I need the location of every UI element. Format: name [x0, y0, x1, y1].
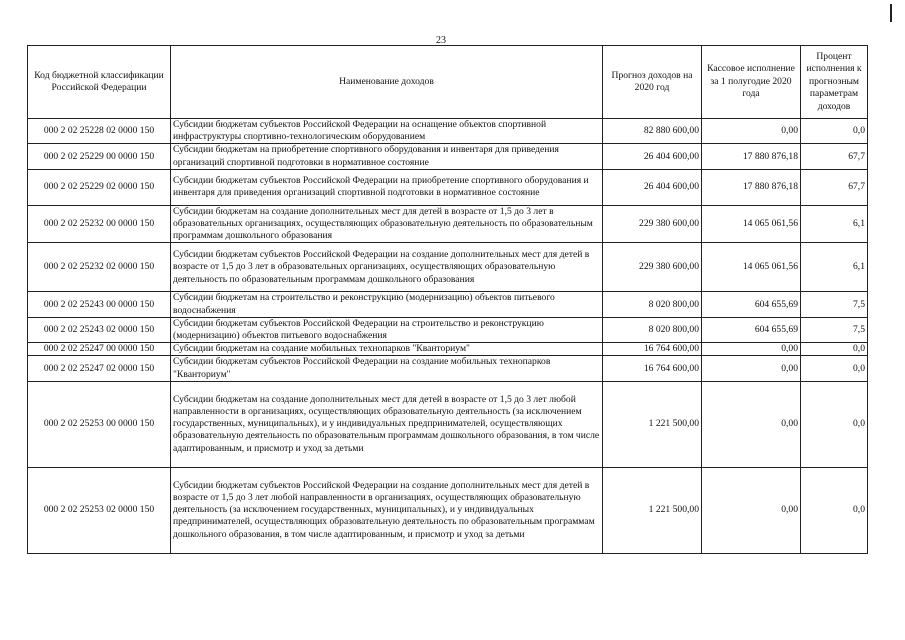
table-row	[28, 144, 868, 169]
header-execution: Кассовое исполнение за 1 полугодие 2020 года	[702, 46, 801, 119]
table-row	[28, 243, 868, 292]
row-name: Субсидии бюджетам субъектов Российской Федерации на создание дополнительных мест для детей в возрасте от 1,5 до 3 лет в образовательных организациях, осуществляющих образовательную деятельность по образовательным программам дошкольного образования	[171, 243, 603, 292]
table-header-row	[28, 46, 868, 119]
table-row	[28, 317, 868, 342]
table-row	[28, 205, 868, 243]
row-percent: 6,1	[801, 205, 868, 243]
row-forecast: 26 404 600,00	[603, 144, 702, 169]
header-code: Код бюджетной классификации Российской Федерации	[28, 46, 171, 119]
row-percent: 67,7	[801, 169, 868, 205]
row-name: Субсидии бюджетам субъектов Российской Федерации на строительство и реконструкцию (модернизацию) объектов питьевого водоснабжения	[171, 317, 603, 342]
row-name: Субсидии бюджетам субъектов Российской Федерации на приобретение спортивного оборудования и инвентаря для приведения организаций спортивной подготовки в нормативное состояние	[171, 169, 603, 205]
row-forecast: 16 764 600,00	[603, 356, 702, 381]
row-code: 000 2 02 25232 00 0000 150	[28, 205, 171, 243]
row-name: Субсидии бюджетам на создание дополнительных мест для детей в возрасте от 1,5 до 3 лет любой направленности в организациях, осуществляющих образовательную деятельность (за исключением государственных, муниципальных), и у индивидуальных предпринимателей, осуществляющих образовательную деятельность по образовательным программам дошкольного образования, в том числе адаптированным, и присмотр и уход за детьми	[171, 381, 603, 467]
header-forecast: Прогноз доходов на 2020 год	[603, 46, 702, 119]
row-execution: 0,00	[702, 381, 801, 467]
table-row	[28, 356, 868, 381]
row-code: 000 2 02 25243 02 0000 150	[28, 317, 171, 342]
row-percent: 67,7	[801, 144, 868, 169]
row-name: Субсидии бюджетам на приобретение спортивного оборудования и инвентаря для приведения организаций спортивной подготовки в нормативное состояние	[171, 144, 603, 169]
row-percent: 6,1	[801, 243, 868, 292]
row-code: 000 2 02 25232 02 0000 150	[28, 243, 171, 292]
row-code: 000 2 02 25229 02 0000 150	[28, 169, 171, 205]
row-percent: 0,0	[801, 467, 868, 553]
row-code: 000 2 02 25247 02 0000 150	[28, 356, 171, 381]
table-row	[28, 169, 868, 205]
row-forecast: 26 404 600,00	[603, 169, 702, 205]
row-forecast: 16 764 600,00	[603, 343, 702, 356]
header-percent: Процент исполнения к прогнозным параметрам доходов	[801, 46, 868, 119]
row-name: Субсидии бюджетам на создание мобильных технопарков "Кванториум"	[171, 343, 603, 356]
row-forecast: 1 221 500,00	[603, 381, 702, 467]
row-forecast: 229 380 600,00	[603, 243, 702, 292]
margin-mark	[890, 4, 892, 22]
table-row	[28, 467, 868, 553]
table-row	[28, 119, 868, 144]
table-row	[28, 381, 868, 467]
row-percent: 7,5	[801, 292, 868, 317]
row-name: Субсидии бюджетам на строительство и реконструкцию (модернизацию) объектов питьевого водоснабжения	[171, 292, 603, 317]
row-execution: 14 065 061,56	[702, 205, 801, 243]
row-execution: 0,00	[702, 119, 801, 144]
row-name: Субсидии бюджетам субъектов Российской Федерации на оснащение объектов спортивной инфраструктуры спортивно-технологическим оборудованием	[171, 119, 603, 144]
row-execution: 17 880 876,18	[702, 169, 801, 205]
table-row	[28, 343, 868, 356]
row-execution: 604 655,69	[702, 292, 801, 317]
row-execution: 604 655,69	[702, 317, 801, 342]
row-code: 000 2 02 25247 00 0000 150	[28, 343, 171, 356]
row-percent: 0,0	[801, 356, 868, 381]
row-forecast: 82 880 600,00	[603, 119, 702, 144]
row-percent: 0,0	[801, 381, 868, 467]
row-forecast: 8 020 800,00	[603, 292, 702, 317]
row-execution: 17 880 876,18	[702, 144, 801, 169]
row-code: 000 2 02 25228 02 0000 150	[28, 119, 171, 144]
page-number: 23	[436, 35, 446, 46]
header-name: Наименование доходов	[171, 46, 603, 119]
row-execution: 14 065 061,56	[702, 243, 801, 292]
revenue-table	[27, 45, 868, 554]
row-execution: 0,00	[702, 343, 801, 356]
table-body	[28, 119, 868, 554]
row-percent: 0,0	[801, 343, 868, 356]
row-forecast: 229 380 600,00	[603, 205, 702, 243]
row-forecast: 1 221 500,00	[603, 467, 702, 553]
row-code: 000 2 02 25253 00 0000 150	[28, 381, 171, 467]
row-name: Субсидии бюджетам на создание дополнительных мест для детей в возрасте от 1,5 до 3 лет в образовательных организациях, осуществляющих образовательную деятельность по образовательным программам дошкольного образования	[171, 205, 603, 243]
row-name: Субсидии бюджетам субъектов Российской Федерации на создание мобильных технопарков "Кванториум"	[171, 356, 603, 381]
row-execution: 0,00	[702, 467, 801, 553]
row-code: 000 2 02 25243 00 0000 150	[28, 292, 171, 317]
row-forecast: 8 020 800,00	[603, 317, 702, 342]
row-code: 000 2 02 25229 00 0000 150	[28, 144, 171, 169]
table-row	[28, 292, 868, 317]
row-percent: 7,5	[801, 317, 868, 342]
row-percent: 0,0	[801, 119, 868, 144]
row-code: 000 2 02 25253 02 0000 150	[28, 467, 171, 553]
row-execution: 0,00	[702, 356, 801, 381]
row-name: Субсидии бюджетам субъектов Российской Федерации на создание дополнительных мест для детей в возрасте от 1,5 до 3 лет любой направленности в организациях, осуществляющих образовательную деятельность (за исключением государственных, муниципальных), и у индивидуальных предпринимателей, осуществляющих образовательную деятельность по образовательным программам дошкольного образования, в том числе адаптированным, и присмотр и уход за детьми	[171, 467, 603, 553]
